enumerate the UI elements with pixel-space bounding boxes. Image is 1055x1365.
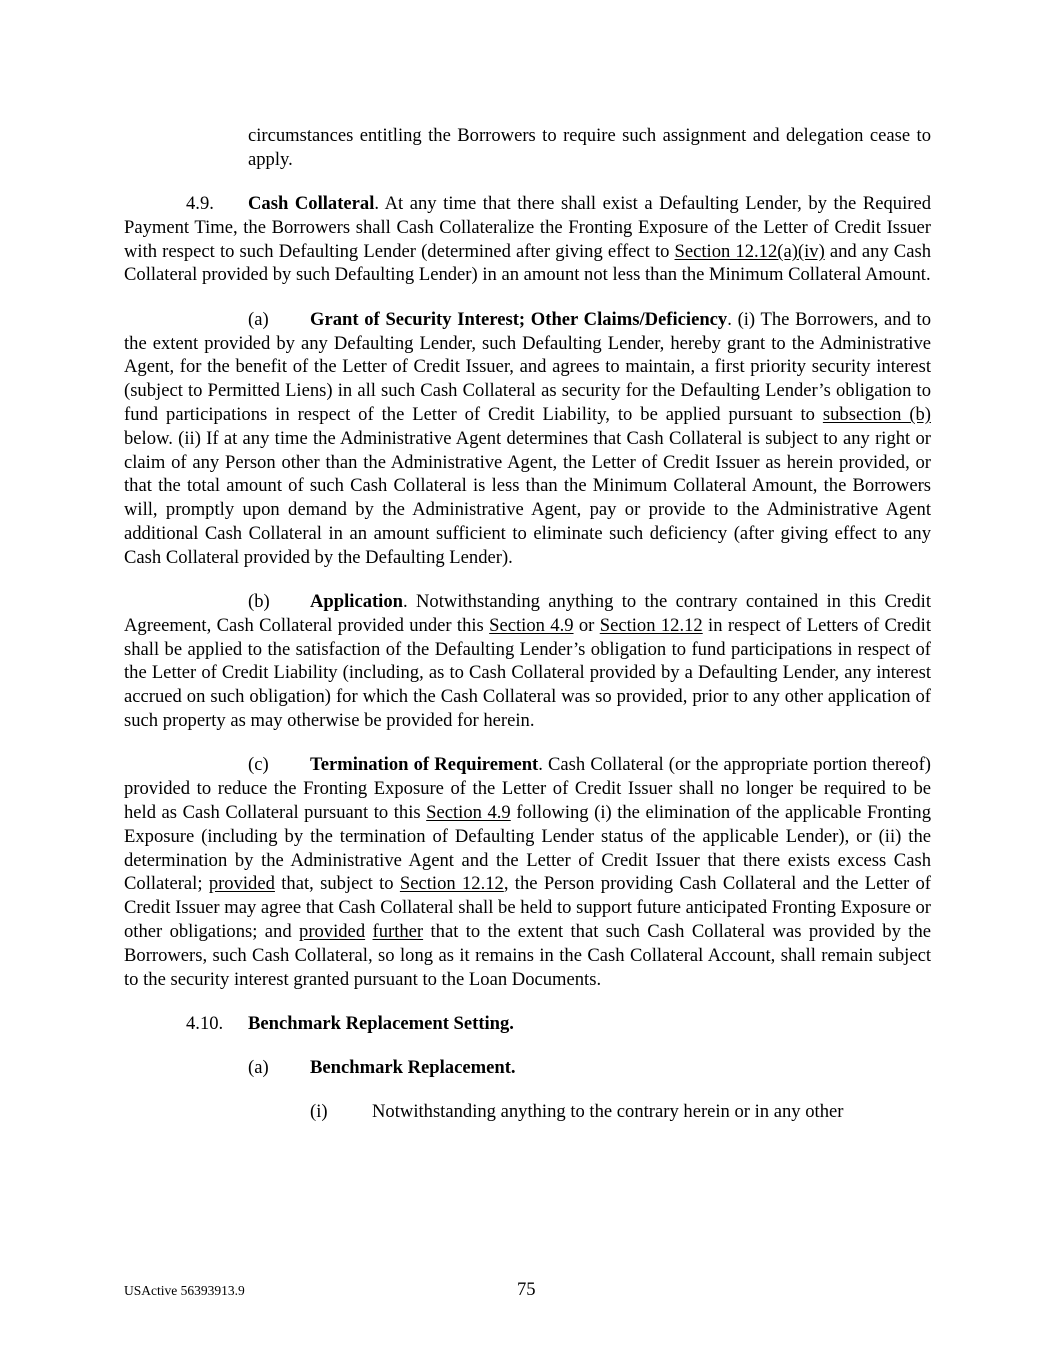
- cross-reference: Section 4.9: [426, 801, 511, 823]
- body-text: and any Cash Collateral provided by such Defaulting Lender) in an amount not less than the Minimum Collateral Amount.: [124, 240, 931, 286]
- document-id: USActive 56393913.9: [124, 1283, 245, 1298]
- body-text: or: [573, 614, 600, 636]
- proviso-term: provided: [299, 920, 366, 942]
- section-number: 4.10.: [186, 1012, 224, 1034]
- subsection-title: Application: [310, 591, 403, 613]
- body-text: . (i) The Borrowers, and to the extent provided by any Defaulting Lender, such Defaulting Lender, hereby grant to the Administrative Agent, for the benefit of the Letter of Credit Issuer, and agrees to maintain, a first priority security interest (subject to Permitted Liens) in all such Cash Collateral as security for the Defaulting Lender’s obligation to fund participations in respect of the Letter of Credit Liability, to be applied pursuant to: [124, 308, 931, 425]
- body-text: that to the extent that such Cash Collateral was provided by the Borrowers, such Cash Collateral, so long as it remains in the Cash Collateral Account, shall remain subject to the security interest granted pursuant to the Loan Documents.: [124, 920, 931, 990]
- body-text: following (i) the elimination of the applicable Fronting Exposure (including by the termination of Defaulting Lender status of the applicable Lender), or (ii) the determination by the Administrative Agent and the Letter of Credit Issuer that there exists excess Cash Collateral;: [124, 801, 931, 895]
- continuation-paragraph: circumstances entitling the Borrowers to require such assignment and delegation cease to apply.: [248, 125, 931, 170]
- subsection-a-paragraph: [124, 308, 931, 570]
- subsection-title: Termination of Requirement: [310, 754, 539, 776]
- body-text: , the Person providing Cash Collateral and the Letter of Credit Issuer may agree that Cash Collateral shall be held to support future anticipated Fronting Exposure or other obligations; and: [124, 873, 931, 942]
- cross-reference: Section 12.12: [599, 614, 703, 636]
- subsection-c-paragraph: [124, 753, 931, 991]
- clause-label: (i): [310, 1101, 328, 1123]
- section-4-10-heading: [124, 1012, 931, 1036]
- cross-reference: subsection (b): [822, 403, 931, 425]
- subsection-label: (a): [248, 1057, 269, 1079]
- subsection-label: (a): [248, 308, 269, 330]
- clause-i-paragraph: [124, 1100, 931, 1124]
- section-number: 4.9.: [186, 193, 214, 215]
- cross-reference: Section 12.12: [399, 873, 504, 895]
- page-number: 75: [517, 1279, 536, 1300]
- proviso-term: further: [372, 920, 424, 942]
- subsection-label: (b): [248, 591, 270, 613]
- subsection-title: Benchmark Replacement.: [310, 1057, 516, 1079]
- document-page: [124, 124, 931, 1145]
- section-4-9-paragraph: [124, 192, 931, 287]
- body-text: . At any time that there shall exist a Defaulting Lender, by the Required Payment Time, the Borrowers shall Cash Collateralize the Fronting Exposure of the Letter of Credit Issuer with respect to such Defaulting Lender (determined after giving effect to: [124, 193, 931, 262]
- cross-reference: Section 4.9: [489, 614, 574, 636]
- body-text: below. (ii) If at any time the Administrative Agent determines that Cash Collateral is subject to any right or claim of any Person other than the Administrative Agent, the Letter of Credit Issuer as herein provided, or that the total amount of such Cash Collateral is less than the Minimum Collateral Amount, the Borrowers will, promptly upon demand by the Administrative Agent, pay or provide to the Administrative Agent additional Cash Collateral in an amount sufficient to eliminate such deficiency (after giving effect to any Cash Collateral provided by the Defaulting Lender).: [124, 427, 931, 568]
- section-title: Benchmark Replacement Setting.: [248, 1012, 514, 1034]
- body-text: Notwithstanding anything to the contrary herein or in any other: [372, 1101, 844, 1123]
- proviso-term: provided: [208, 873, 275, 895]
- subsection-4-10-a-heading: [124, 1056, 931, 1080]
- body-text: in respect of Letters of Credit shall be applied to the satisfaction of the Defaulting Lender’s obligation to fund participations in respect of the Letter of Credit Liability (including, as to Cash Collateral provided by a Defaulting Lender, any interest accrued on such obligation) for which the Cash Collateral was so provided, prior to any other application of such property as may otherwise be provided for herein.: [124, 614, 931, 732]
- cross-reference: Section 12.12(a)(iv): [674, 240, 825, 262]
- subsection-b-paragraph: [124, 590, 931, 733]
- body-text: . Notwithstanding anything to the contrary contained in this Credit Agreement, Cash Collateral provided under this: [124, 591, 931, 636]
- section-title: Cash Collateral: [248, 193, 375, 215]
- body-text: that, subject to: [274, 873, 400, 895]
- subsection-title: Grant of Security Interest; Other Claims/Deficiency: [310, 308, 728, 330]
- subsection-label: (c): [248, 754, 269, 776]
- body-text: [365, 921, 372, 942]
- body-text: . Cash Collateral (or the appropriate portion thereof) provided to reduce the Fronting Exposure of the Letter of Credit Issuer shall no longer be required to be held as Cash Collateral pursuant to this: [124, 754, 931, 823]
